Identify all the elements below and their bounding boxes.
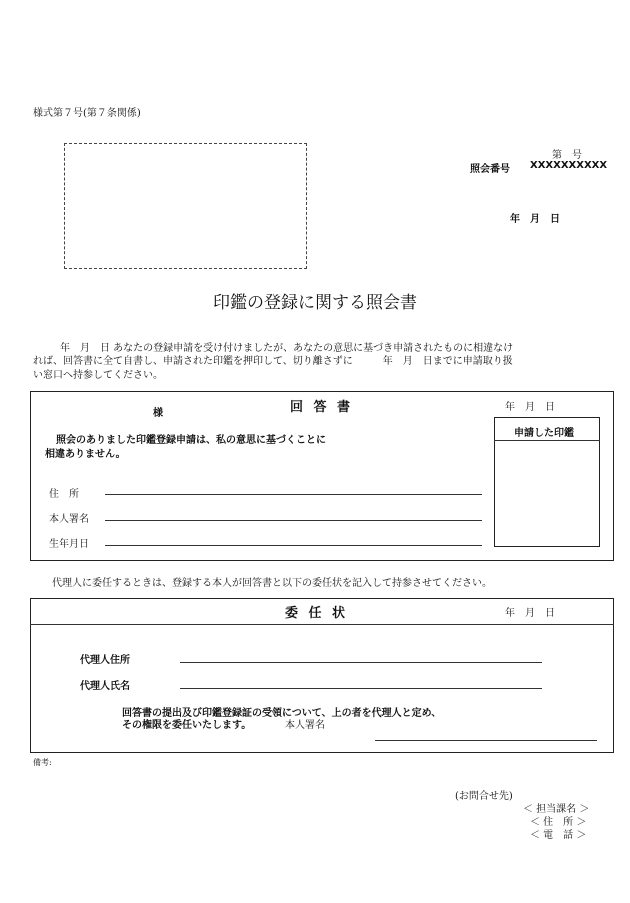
contact-dept: ＜ 担当課名 ＞ [523,804,590,815]
seal-box-divider [494,440,600,441]
poa-header-divider [30,624,614,625]
reply-title: 回 答 書 [290,400,354,415]
inquiry-number-label: 照会番号 [470,164,510,175]
remarks-label: 備考: [33,758,52,767]
reply-date: 年 月 日 [505,402,555,413]
poa-date: 年 月 日 [505,608,555,619]
sama-label: 様 [153,408,163,419]
proxy-name-field[interactable] [180,688,542,689]
address-field[interactable] [105,494,482,495]
poa-sign-field[interactable] [375,740,597,741]
inquiry-number-value: XXXXXXXXXX [530,160,608,171]
contact-label: (お問合せ先) [455,791,513,802]
reply-statement-1: 照会のありました印鑑登録申請は、私の意思に基づくことに [56,435,326,446]
proxy-note: 代理人に委任するときは、登録する本人が回答書と以下の委任状を記入して持参させてください。 [52,578,492,589]
signature-field[interactable] [105,520,482,521]
reply-statement-2: 相違ありません。 [45,449,126,460]
signature-label: 本人署名 [49,514,89,525]
dai-go: 第 号 [552,150,582,161]
address-window [64,143,307,269]
intro-line-2: れば、回答書に全て自書し、申請された印鑑を押印して、切り離さずに 年 月 日までに申請取り扱 [33,356,513,367]
form-number: 様式第７号(第７条関係) [33,108,141,119]
address-label: 住 所 [49,489,79,500]
proxy-name-label: 代理人氏名 [80,681,130,692]
poa-title: 委 任 状 [285,606,349,621]
birthdate-field[interactable] [105,545,482,546]
birthdate-label: 生年月日 [49,539,89,550]
seal-label: 申請した印鑑 [514,428,574,439]
contact-address: ＜ 住 所 ＞ [530,817,587,828]
proxy-address-field[interactable] [180,662,542,663]
page-title: 印鑑の登録に関する照会書 [213,293,417,313]
proxy-address-label: 代理人住所 [80,655,130,666]
contact-phone: ＜ 電 話 ＞ [530,830,587,841]
issue-date: 年 月 日 [510,214,560,225]
poa-statement-1: 回答書の提出及び印鑑登録証の受領について、上の者を代理人と定め、 [122,708,442,719]
intro-line-3: い窓口へ持参してください。 [33,370,163,381]
poa-sign-label: 本人署名 [285,720,325,731]
intro-line-1: 年 月 日 あなたの登録申請を受け付けましたが、あなたの意思に基づき申請されたものに相違なけ [60,343,514,354]
poa-statement-2: その権限を委任いたします。 [122,720,252,731]
